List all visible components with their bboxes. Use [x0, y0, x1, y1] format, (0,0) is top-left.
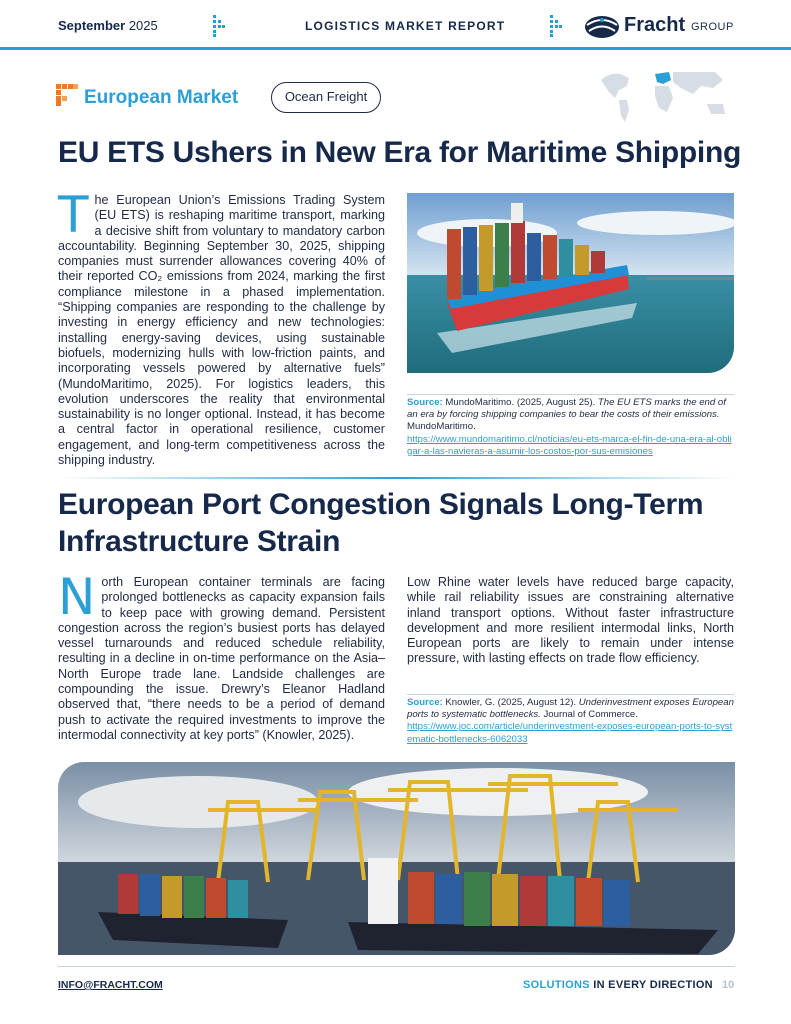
- fracht-globe-logo: [583, 12, 621, 40]
- brand-name: Fracht: [624, 14, 686, 36]
- footer-email-link[interactable]: INFO@FRACHT.COM: [58, 979, 163, 991]
- article-headline: EU ETS Ushers in New Era for Maritime Shipping: [58, 136, 741, 169]
- fracht-logo[interactable]: [583, 12, 743, 42]
- source-link[interactable]: https://www.mundomaritimo.cl/noticias/eu-ets-marca-el-fin-de-una-era-al-obligar-a-las-navieras-a-asumir-los-costos-por-sus-emisiones: [407, 433, 732, 457]
- footer-rule: [58, 966, 735, 967]
- article-body: [58, 186, 385, 468]
- section-divider: [58, 477, 735, 479]
- drop-cap: T: [58, 186, 89, 244]
- pixel-f-icon: [56, 84, 78, 106]
- container-ship-photo: [407, 193, 734, 373]
- brand-suffix: GROUP: [691, 21, 734, 33]
- report-title: LOGISTICS MARKET REPORT: [305, 19, 506, 33]
- port-terminal-photo: [58, 762, 735, 955]
- header-date: September 2025: [58, 18, 158, 33]
- page-number: 10: [722, 979, 735, 991]
- source-citation: Source: MundoMaritimo. (2025, August 25). The EU ETS marks the end of an era by forcing shipping companies to bear the costs of their emissions. MundoMaritimo. https://www.mundomaritimo.cl/noticias/eu-ets-marca-el-fin-de-una-era-al-obligar-a-las-navieras-a-asumir-los-costos-por-sus-emisiones: [407, 394, 734, 458]
- drop-cap: N: [58, 568, 96, 626]
- header-rule: [0, 47, 791, 50]
- dot-pattern-icon: [213, 15, 225, 37]
- footer-slogan: SOLUTIONS IN EVERY DIRECTION: [523, 979, 713, 991]
- category-tag[interactable]: Ocean Freight: [271, 82, 381, 113]
- world-map-graphic: [597, 66, 735, 126]
- article-text: he European Union’s Emissions Trading System (EU ETS) is reshaping maritime transport, marking a decisive shift from voluntary to mandatory carbon accountability. Beginning September 30, 2025, shipping companies must surrender allowances covering 40% of their reported CO₂ emissions from 2024, marking the first compliance milestone in a phased implementation. “Shipping companies are responding to the challenge by investing in energy efficiency and new technologies: installing energy-saving devices, using sustainable biofuels, modernizing hulls with low-friction paints, and incorporating vessels powered by alternative fuels” (MundoMaritimo, 2025). For logistics leaders, this evolution underscores the reality that environmental sustainability is no longer optional. Instead, it has become a central factor in operational resilience, customer engagement, and long-term competitiveness across the shipping industry.: [58, 193, 385, 468]
- article-body-continued: Low Rhine water levels have reduced barge capacity, while rail reliability issues are constraining alternative inland transport options. Without faster infrastructure development and more resilient intermodal links, North European ports are likely to remain under intense pressure, with lasting effects on trade flow efficiency.: [407, 575, 734, 666]
- source-link[interactable]: https://www.joc.com/article/underinvestment-exposes-european-ports-to-systematic-bottlenecks-6062033: [407, 721, 733, 745]
- article-body: [58, 568, 385, 743]
- article-text: orth European container terminals are facing prolonged bottlenecks as capacity expansion fails to keep pace with growing demand. Persistent congestion across the region’s busiest ports has delayed vessel turnarounds and reduced schedule reliability, resulting in a decline in on-time performance on the Asia–North Europe trade lane. Landside challenges are compounding the issue. Drewry’s Eleanor Hadland observed that, “there needs to be a period of demand push to activate the required investments to improve the intermodal connectivity at key ports” (Knowler, 2025).: [58, 575, 385, 742]
- section-label: European Market: [84, 87, 239, 108]
- dot-pattern-icon: [550, 15, 562, 37]
- page-header: [0, 0, 791, 48]
- source-citation: Source: Knowler, G. (2025, August 12). Underinvestment exposes European ports to systematic bottlenecks. Journal of Commerce. https://www.joc.com/article/underinvestment-exposes-european-ports-to-systematic-bottlenecks-6062033: [407, 694, 734, 746]
- article-headline: European Port Congestion Signals Long-Term Infrastructure Strain: [58, 488, 704, 558]
